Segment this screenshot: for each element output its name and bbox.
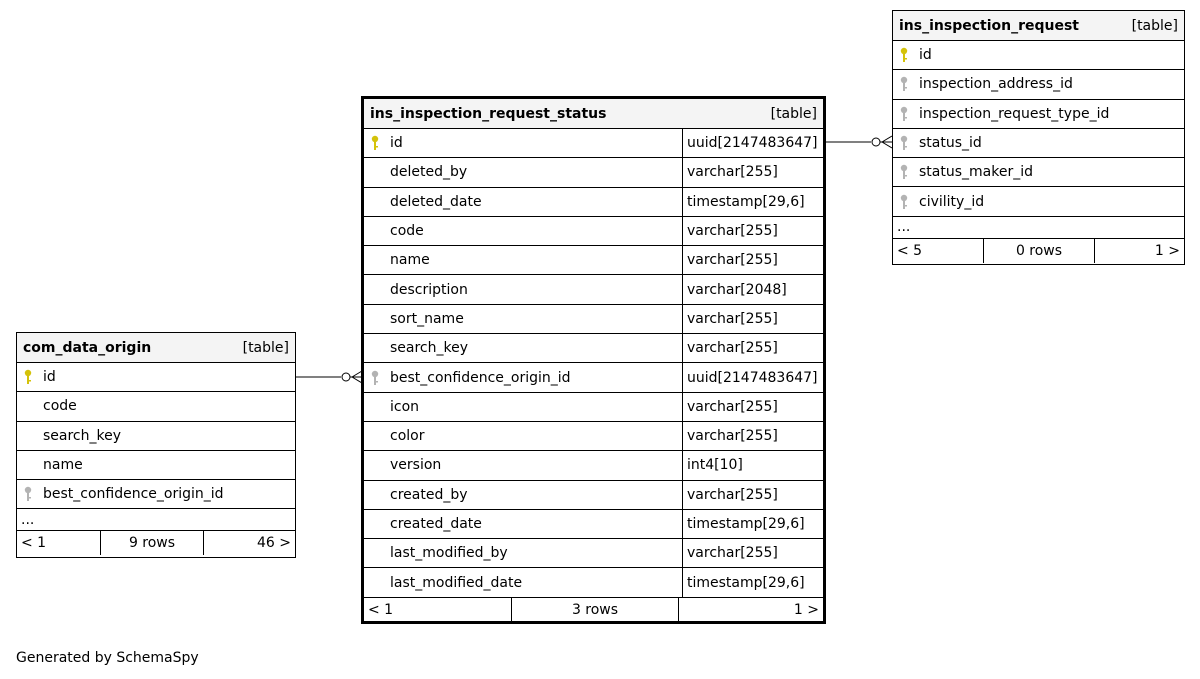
column-type: varchar[255] — [682, 158, 823, 186]
table-com-data-origin[interactable] — [16, 332, 296, 558]
table-kind: [table] — [770, 105, 817, 122]
primary-key-icon — [370, 135, 382, 151]
table-kind: [table] — [242, 339, 289, 356]
column-name: inspection_address_id — [919, 76, 1073, 93]
column-name-cell — [17, 451, 295, 479]
column-name: best_confidence_origin_id — [43, 486, 224, 503]
next-link[interactable]: 1 > — [793, 601, 819, 618]
column-type: varchar[255] — [682, 334, 823, 362]
column-name-cell — [364, 422, 682, 450]
column-row[interactable] — [17, 480, 295, 509]
column-type: timestamp[29,6] — [682, 568, 823, 596]
column-row[interactable] — [364, 305, 823, 334]
column-name-cell — [893, 187, 1184, 215]
column-name: inspection_request_type_id — [919, 105, 1110, 122]
primary-key-icon — [899, 47, 911, 63]
column-name-cell — [364, 305, 682, 333]
column-name: best_confidence_origin_id — [390, 369, 571, 386]
next-link[interactable]: 46 > — [257, 535, 291, 552]
column-row[interactable] — [364, 275, 823, 304]
column-name: last_modified_date — [390, 574, 523, 591]
column-name: code — [390, 223, 424, 240]
column-name: code — [43, 398, 77, 415]
column-row[interactable] — [364, 422, 823, 451]
table-name: com_data_origin — [23, 339, 152, 356]
table-ins-inspection-request[interactable] — [892, 10, 1185, 265]
column-name-cell — [893, 70, 1184, 98]
column-row[interactable] — [364, 393, 823, 422]
column-name-cell — [364, 188, 682, 216]
column-name-cell — [17, 480, 295, 508]
column-name-cell — [364, 217, 682, 245]
column-name: deleted_by — [390, 164, 468, 181]
column-name: description — [390, 281, 468, 298]
table-header — [17, 333, 295, 363]
foreign-key-icon — [23, 486, 35, 502]
primary-key-icon — [23, 369, 35, 385]
foreign-key-icon — [370, 370, 382, 386]
column-row[interactable] — [364, 334, 823, 363]
column-row[interactable] — [364, 451, 823, 480]
column-name: civility_id — [919, 193, 985, 210]
generated-by-note: Generated by SchemaSpy — [16, 650, 199, 666]
column-type: varchar[255] — [682, 481, 823, 509]
column-row[interactable] — [364, 568, 823, 597]
column-name-cell — [364, 451, 682, 479]
foreign-key-icon — [899, 76, 911, 92]
table-header — [893, 11, 1184, 41]
table-header — [364, 99, 823, 129]
column-name-cell — [364, 539, 682, 567]
row-count: 3 rows — [511, 598, 679, 622]
column-row[interactable] — [364, 363, 823, 392]
column-row[interactable] — [17, 422, 295, 451]
column-row[interactable] — [364, 246, 823, 275]
table-ins-inspection-request-status[interactable] — [361, 96, 826, 624]
column-name: icon — [390, 398, 420, 415]
column-row[interactable] — [364, 539, 823, 568]
more-columns: ... — [893, 217, 1184, 239]
foreign-key-icon — [899, 106, 911, 122]
column-name-cell — [364, 246, 682, 274]
column-name-cell — [893, 41, 1184, 69]
column-name: sort_name — [390, 310, 464, 327]
column-name-cell — [364, 334, 682, 362]
prev-link[interactable]: < 5 — [897, 242, 923, 259]
column-name: last_modified_by — [390, 545, 508, 562]
column-row[interactable] — [364, 188, 823, 217]
column-name: created_by — [390, 486, 468, 503]
column-name-cell — [893, 100, 1184, 128]
column-name: status_id — [919, 135, 982, 152]
column-row[interactable] — [893, 70, 1184, 99]
column-row[interactable] — [17, 451, 295, 480]
column-name-cell — [893, 158, 1184, 186]
column-name-cell — [17, 392, 295, 420]
row-count: 9 rows — [100, 531, 204, 555]
column-name: created_date — [390, 516, 482, 532]
row-count: 0 rows — [983, 239, 1095, 263]
foreign-key-icon — [899, 194, 911, 210]
column-type: uuid[2147483647] — [682, 129, 823, 157]
column-type: varchar[255] — [682, 539, 823, 567]
column-name: name — [43, 457, 83, 474]
edge-status-to-request — [825, 136, 892, 148]
column-type: varchar[255] — [682, 422, 823, 450]
column-type: varchar[255] — [682, 246, 823, 274]
table-name: ins_inspection_request_status — [370, 105, 607, 122]
column-name: status_maker_id — [919, 164, 1033, 181]
column-row[interactable] — [17, 392, 295, 421]
column-type: uuid[2147483647] — [682, 363, 823, 391]
column-name-cell — [17, 422, 295, 450]
column-name-cell — [364, 363, 682, 391]
column-row[interactable] — [364, 217, 823, 246]
column-name: version — [390, 457, 442, 474]
column-type: varchar[255] — [682, 217, 823, 245]
column-type: int4[10] — [682, 451, 823, 479]
column-row[interactable] — [364, 129, 823, 158]
table-kind: [table] — [1131, 17, 1178, 34]
column-type: varchar[2048] — [682, 275, 823, 303]
column-name-cell — [17, 363, 295, 391]
column-name: name — [390, 252, 430, 269]
column-name: color — [390, 428, 425, 445]
edge-origin-to-status — [296, 371, 362, 383]
column-row[interactable] — [893, 100, 1184, 129]
table-name: ins_inspection_request — [899, 17, 1079, 34]
column-row[interactable] — [893, 158, 1184, 187]
foreign-key-icon — [899, 164, 911, 180]
column-name: search_key — [390, 340, 469, 357]
column-name-cell — [364, 158, 682, 186]
column-name-cell — [893, 129, 1184, 157]
column-row[interactable] — [893, 41, 1184, 70]
more-columns: ... — [17, 509, 295, 531]
column-name: deleted_date — [390, 193, 482, 210]
column-row[interactable] — [17, 363, 295, 392]
column-name: id — [390, 135, 403, 152]
column-row[interactable] — [893, 129, 1184, 158]
column-name-cell — [364, 481, 682, 509]
column-name: search_key — [43, 427, 122, 444]
foreign-key-icon — [899, 135, 911, 151]
next-link[interactable]: 1 > — [1154, 242, 1180, 259]
table-footer — [17, 531, 295, 555]
column-type: timestamp[29,6] — [682, 510, 823, 538]
column-row[interactable] — [893, 187, 1184, 216]
column-name-cell — [364, 568, 682, 596]
column-name-cell — [364, 275, 682, 303]
column-name-cell — [364, 510, 682, 538]
column-row[interactable] — [364, 510, 823, 539]
column-type: varchar[255] — [682, 305, 823, 333]
column-name-cell — [364, 129, 682, 157]
column-name: id — [43, 369, 56, 386]
column-name: id — [919, 47, 932, 64]
table-footer — [364, 598, 823, 622]
column-type: timestamp[29,6] — [682, 188, 823, 216]
column-name-cell — [364, 393, 682, 421]
table-footer — [893, 239, 1184, 263]
column-row[interactable] — [364, 158, 823, 187]
column-row[interactable] — [364, 481, 823, 510]
column-type: varchar[255] — [682, 393, 823, 421]
prev-link[interactable]: < 1 — [21, 535, 47, 552]
prev-link[interactable]: < 1 — [368, 601, 394, 618]
